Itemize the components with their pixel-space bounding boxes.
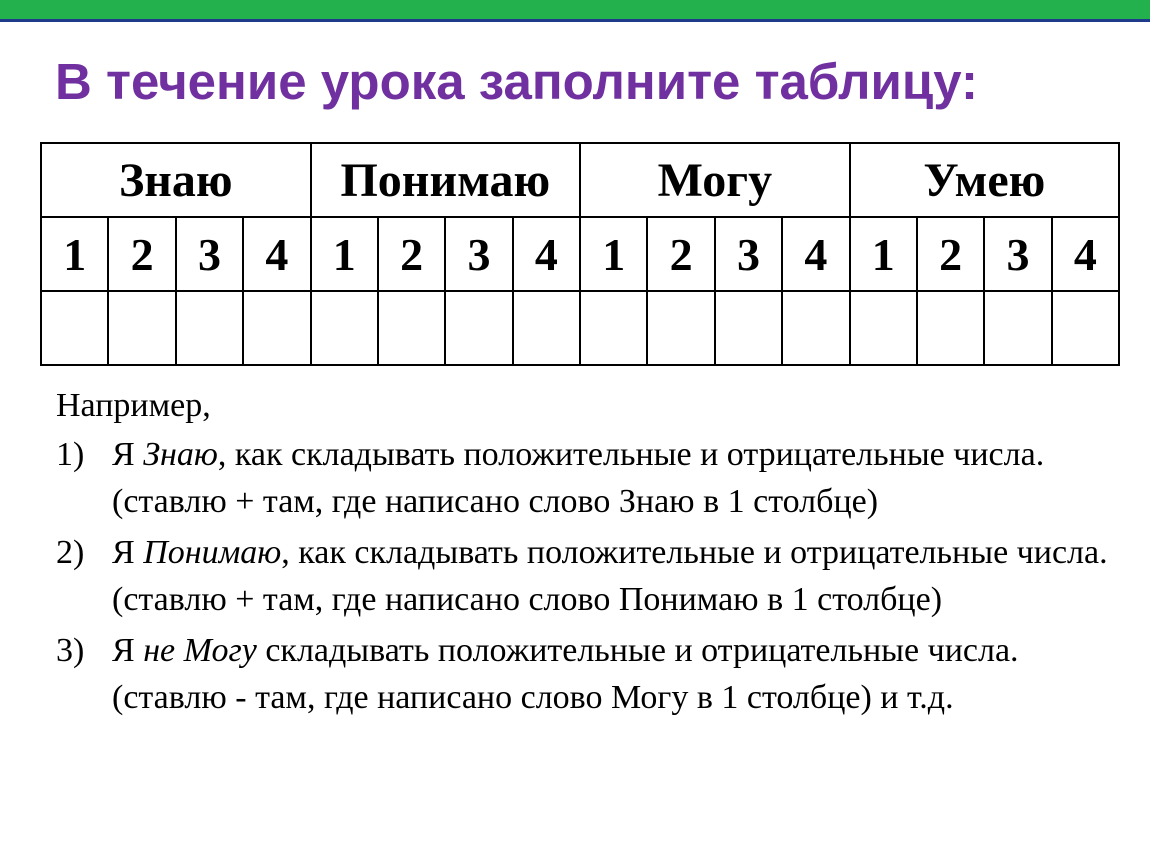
table-answer-row: [41, 291, 1119, 365]
example-section: [56, 382, 1116, 725]
header-cell-understand: Понимаю: [311, 143, 581, 217]
answer-cell[interactable]: [311, 291, 378, 365]
answer-cell[interactable]: [176, 291, 243, 365]
item-emphasis: Понимаю: [143, 534, 282, 571]
number-cell: 3: [176, 217, 243, 291]
answer-cell[interactable]: [513, 291, 580, 365]
example-intro: Например,: [56, 387, 211, 424]
item-text: Я не Могу складывать положительные и отрицательные числа. (ставлю - там, где написано слово Могу в 1 столбце) и т.д.: [112, 632, 1019, 716]
number-cell: 4: [782, 217, 849, 291]
number-cell: 1: [311, 217, 378, 291]
item-text: Я Знаю, как складывать положительные и отрицательные числа. (ставлю + там, где написано слово Знаю в 1 столбце): [112, 436, 1045, 520]
answer-cell[interactable]: [917, 291, 984, 365]
answer-cell[interactable]: [647, 291, 714, 365]
item-number: 2): [56, 534, 85, 571]
item-text: Я Понимаю, как складывать положительные и отрицательные числа. (ставлю + там, где написано слово Понимаю в 1 столбце): [112, 534, 1108, 618]
answer-cell[interactable]: [108, 291, 175, 365]
answer-cell[interactable]: [782, 291, 849, 365]
answer-cell[interactable]: [1052, 291, 1119, 365]
page-title: В течение урока заполните таблицу:: [55, 53, 978, 110]
answer-cell[interactable]: [243, 291, 310, 365]
table-header-row: [41, 143, 1119, 217]
item-number: 3): [56, 632, 85, 669]
table-number-row: [41, 217, 1119, 291]
number-cell: 2: [917, 217, 984, 291]
example-item: [56, 431, 1116, 525]
number-cell: 3: [715, 217, 782, 291]
number-cell: 4: [243, 217, 310, 291]
example-item: [56, 627, 1116, 721]
number-cell: 2: [108, 217, 175, 291]
answer-cell[interactable]: [984, 291, 1051, 365]
number-cell: 4: [1052, 217, 1119, 291]
number-cell: 1: [850, 217, 917, 291]
item-number: 1): [56, 436, 85, 473]
number-cell: 1: [41, 217, 108, 291]
answer-cell[interactable]: [850, 291, 917, 365]
header-cell-able: Умею: [850, 143, 1120, 217]
number-cell: 3: [445, 217, 512, 291]
number-cell: 4: [513, 217, 580, 291]
number-cell: 2: [378, 217, 445, 291]
top-accent-bar: [0, 0, 1150, 22]
answer-cell[interactable]: [445, 291, 512, 365]
number-cell: 1: [580, 217, 647, 291]
answer-cell[interactable]: [715, 291, 782, 365]
item-emphasis: Знаю: [143, 436, 218, 473]
header-cell-know: Знаю: [41, 143, 311, 217]
number-cell: 2: [647, 217, 714, 291]
self-assessment-table: [40, 142, 1120, 366]
item-emphasis: не Могу: [143, 632, 257, 669]
header-cell-can: Могу: [580, 143, 850, 217]
example-item: [56, 529, 1116, 623]
answer-cell[interactable]: [580, 291, 647, 365]
answer-cell[interactable]: [378, 291, 445, 365]
answer-cell[interactable]: [41, 291, 108, 365]
number-cell: 3: [984, 217, 1051, 291]
